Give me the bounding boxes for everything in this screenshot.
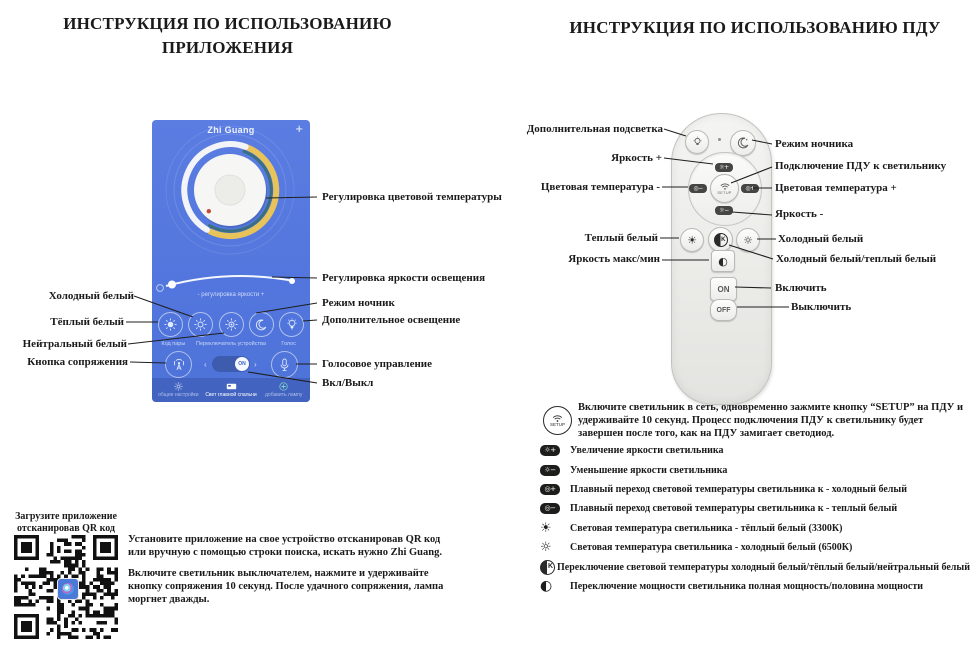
wifi-icon	[720, 183, 730, 190]
app-title: Zhi Guang	[207, 125, 255, 135]
pairing-paragraph: Включите светильник выключателем, нажмите и удерживайте кнопку сопряжения 10 секунд. После удачного сопряжения, лампа моргнет дважды.	[128, 568, 444, 606]
half-circle-k-icon: K	[540, 560, 555, 575]
tab-main-room[interactable]	[205, 378, 258, 402]
brightness-minus-button[interactable]: ☼−	[715, 206, 733, 215]
brightness-plus-button[interactable]: ☼+	[715, 163, 733, 172]
tab-settings-label: общие настройки	[158, 392, 199, 398]
half-circle-k-icon: K	[714, 233, 728, 247]
callout-brightness-plus: Яркость +	[611, 152, 662, 164]
device-toggle[interactable]	[212, 356, 250, 372]
pairing-button[interactable]	[165, 351, 192, 378]
remote-legend	[540, 441, 970, 596]
cold-white-button[interactable]	[188, 312, 213, 337]
callout-brightness-minus: Яркость -	[775, 208, 824, 220]
moon-icon	[737, 137, 749, 149]
tab-settings[interactable]	[152, 378, 205, 402]
toggle-right-arrow: ›	[254, 360, 257, 369]
callout-warm-white-remote: Теплый белый	[584, 232, 658, 244]
bed-icon	[226, 382, 237, 391]
legend-row: ◐ Переключение мощности светильника полная мощность/половина мощности	[540, 578, 923, 595]
legend-row: K Переключение световой температуры холодный белый/тёплый белый/нейтральный белый	[540, 557, 970, 576]
half-circle-icon: ◐	[718, 254, 728, 268]
callout-turn-off: Выключить	[791, 301, 852, 313]
sun-filled-icon	[164, 318, 177, 331]
sun-plus-pill-icon: ☼+	[540, 445, 560, 456]
toggle-left-arrow: ‹	[204, 360, 207, 369]
setup-note-text: Включите светильник в сеть, одновременно зажмите кнопку “SETUP” на ПДУ и удерживайте 10 секунд. Процесс подключения ПДУ к светильнику будет завершен после того, как на ПДУ замигает светодиод.	[578, 402, 964, 439]
device-switch-label: Переключатель устройства	[196, 341, 266, 347]
neutral-white-button[interactable]	[219, 312, 244, 337]
callout-voice: Голосовое управление	[322, 358, 433, 370]
callout-neutral-white: Нейтральный белый	[22, 338, 127, 350]
legend-row: ◎+ Плавный переход световой температуры светильника к - холодный белый	[540, 480, 970, 499]
remote-off-button[interactable]: OFF	[710, 299, 737, 321]
tab-add-lamp-label: добавить лампу	[265, 392, 303, 398]
remote-cold-white-button[interactable]	[736, 228, 760, 252]
tab-add-lamp[interactable]	[257, 378, 310, 402]
circle-plus-pill-icon: ◎+	[540, 484, 560, 495]
toggle-knob[interactable]: ON	[235, 357, 249, 371]
callout-warm-white: Тёплый белый	[50, 316, 124, 328]
callout-cold-white-remote: Холодный белый	[778, 233, 864, 245]
legend-row: ◎− Плавный переход световой температуры светильника к - теплый белый	[540, 499, 970, 518]
left-title	[55, 12, 400, 60]
night-mode-button[interactable]	[249, 312, 274, 337]
bulb-icon	[692, 136, 703, 148]
callout-extra-light: Дополнительное освещение	[322, 314, 461, 326]
callout-backlight: Дополнительная подсветка	[526, 123, 663, 135]
phone-header	[152, 120, 310, 140]
led-indicator	[718, 138, 721, 141]
remote-warm-white-button[interactable]	[680, 228, 704, 252]
callout-night-mode: Режим ночник	[322, 297, 395, 309]
remote-on-button[interactable]: ON	[710, 277, 737, 301]
sun-filled-icon: ☀	[540, 520, 552, 536]
sun-outline-icon: ☼	[743, 233, 753, 247]
antenna-icon	[172, 358, 186, 372]
light-mode-icon-row	[158, 312, 304, 337]
callout-color-temp: Регулировка цветовой температуры	[322, 191, 502, 203]
add-device-button[interactable]: +	[295, 121, 303, 136]
sun-outline-icon	[194, 318, 207, 331]
qr-code	[14, 535, 118, 639]
remote-control	[671, 113, 772, 405]
callout-night-mode-remote: Режим ночника	[775, 138, 854, 150]
callout-turn-on: Включить	[775, 282, 827, 294]
right-title: ИНСТРУКЦИЯ ПО ИСПОЛЬЗОВАНИЮ ПДУ	[569, 18, 941, 37]
bulb-icon	[286, 318, 298, 331]
callout-setup: Подключение ПДУ к светильнику	[775, 160, 947, 172]
half-circle-icon: ◐	[540, 578, 553, 595]
sun-half-icon	[225, 318, 238, 331]
legend-row: ☼− Уменьшение яркости светильника	[540, 460, 970, 479]
setup-note-icon: SETUP	[543, 406, 572, 435]
callout-cold-white: Холодный белый	[48, 290, 134, 302]
legend-row: ☀ Световая температура светильника - тёплый белый (3300К)	[540, 520, 843, 536]
circle-minus-pill-icon: ◎−	[540, 503, 560, 514]
phone-tabbar	[152, 378, 310, 402]
remote-power-half-button[interactable]	[711, 250, 735, 272]
wifi-icon	[552, 415, 563, 422]
legend-row: ☼ Световая температура светильника - холодный белый (6500К)	[540, 540, 853, 556]
left-title-line2: ПРИЛОЖЕНИЯ	[161, 37, 294, 57]
brightness-caption: - регулировка яркости +	[197, 292, 265, 298]
pair-code-label: Код пары	[161, 341, 186, 347]
microphone-icon	[278, 358, 291, 372]
callout-color-temp-minus: Цветовая температура -	[540, 181, 660, 193]
color-temp-minus-button[interactable]: ◎−	[689, 184, 707, 193]
setup-button[interactable]	[710, 174, 739, 203]
setup-button-label: SETUP	[717, 189, 732, 195]
remote-cw-ww-button[interactable]	[708, 227, 733, 252]
phone-app-screenshot	[152, 120, 310, 402]
callout-brightness-maxmin: Яркость макс/мин	[568, 253, 660, 265]
sun-minus-pill-icon: ☼−	[540, 465, 560, 476]
control-row-labels	[152, 341, 310, 347]
warm-white-button[interactable]	[158, 312, 183, 337]
extra-light-button[interactable]	[279, 312, 304, 337]
tab-main-room-label: Свет главной спальни	[205, 392, 257, 398]
app-logo	[57, 578, 79, 600]
qr-caption: Загрузите приложение отсканировав QR код	[15, 511, 117, 534]
remote-backlight-button[interactable]	[685, 130, 709, 154]
callout-color-temp-plus: Цветовая температура +	[775, 182, 897, 194]
sun-filled-icon: ☀	[687, 233, 697, 247]
moon-icon	[255, 319, 267, 331]
color-temp-plus-button[interactable]: ◎+	[741, 184, 759, 193]
voice-label: Голос	[281, 341, 296, 347]
callout-on-off: Вкл/Выкл	[322, 377, 374, 389]
install-paragraph: Установите приложение на свое устройство отсканировав QR код или вручную с помощью строки поиска, искать нужно Zhi Guang.	[128, 534, 442, 559]
callout-cw-ww-switch: Холодный белый/теплый белый	[776, 253, 937, 265]
gear-icon	[174, 382, 183, 391]
voice-control-button[interactable]	[271, 351, 298, 378]
callout-pair-button: Кнопка сопряжения	[27, 356, 128, 368]
sun-outline-icon: ☼	[540, 540, 552, 556]
legend-row: ☼+ Увеличение яркости светильника	[540, 441, 970, 460]
plus-circle-icon	[279, 382, 288, 391]
left-title-line1: ИНСТРУКЦИЯ ПО ИСПОЛЬЗОВАНИЮ	[63, 14, 392, 33]
callout-brightness: Регулировка яркости освещения	[322, 272, 486, 284]
